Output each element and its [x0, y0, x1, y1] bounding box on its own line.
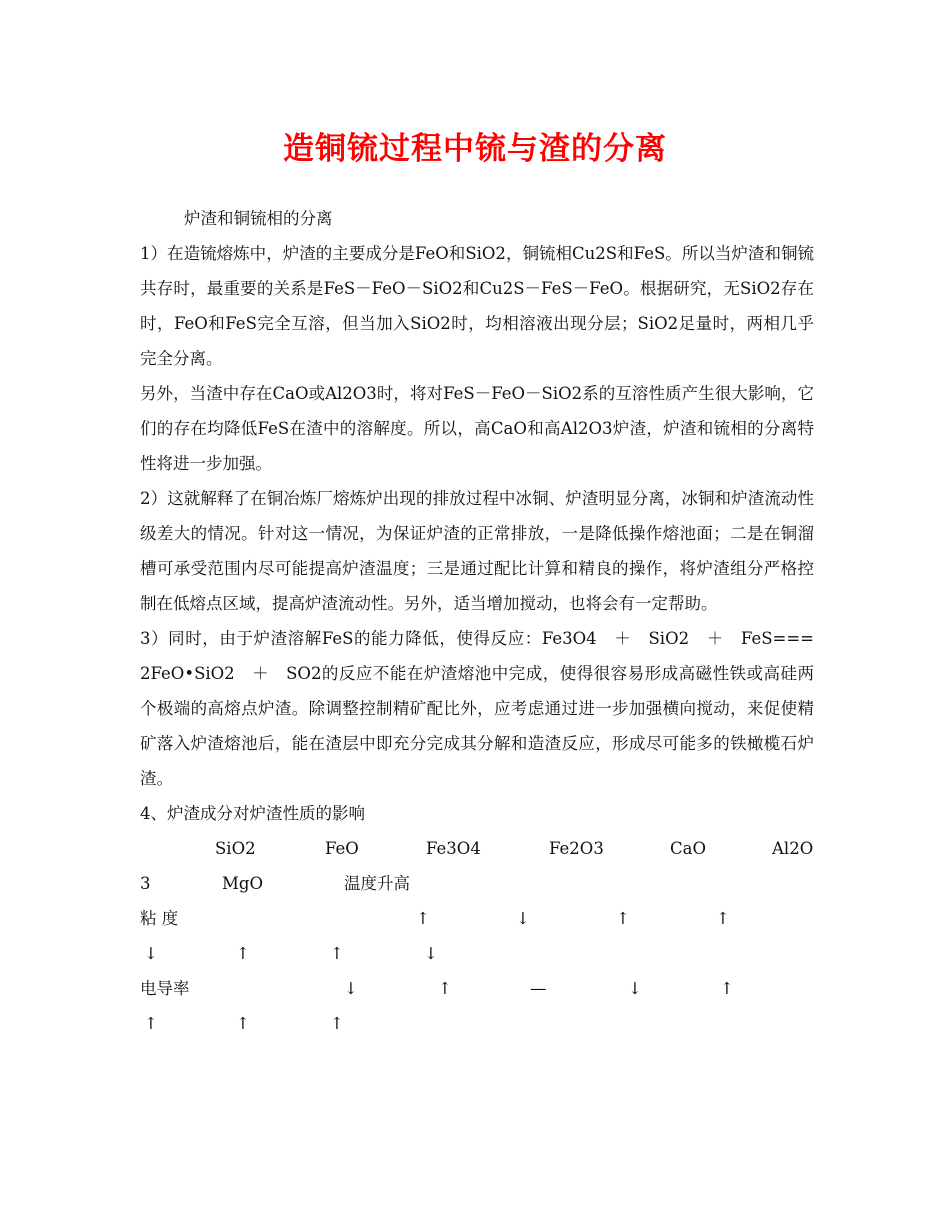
- paragraph-1: 1）在造锍熔炼中，炉渣的主要成分是FeO和SiO2，铜锍相Cu2S和FeS。所以当炉渣和铜锍共存时，最重要的关系是FeS－FeO－SiO2和Cu2S－FeS－FeO。根据研究，无SiO2存在时，FeO和FeS完全互溶，但当加入SiO2时，均相溶液出现分层；SiO2足量时，两相几乎完全分离。: [140, 244, 814, 368]
- header-cao: CaO: [670, 839, 706, 858]
- arrow-cell: ↑: [330, 944, 344, 963]
- arrow-cell: ↑: [330, 1014, 344, 1033]
- paragraph-4: 3）同时，由于炉渣溶解FeS的能力降低，使得反应：Fe3O4 ＋ SiO2 ＋ FeS=== 2FeO•SiO2 ＋ SO2的反应不能在炉渣熔池中完成，使得很容易形成高磁性铁或高硅两个极端的高熔点炉渣。除调整控制精矿配比外，应考虑通过进一步加强横向搅动，来促使精矿落入炉渣熔池后，能在渣层中即充分完成其分解和造渣反应，形成尽可能多的铁橄榄石炉渣。: [140, 629, 814, 788]
- header-al2o3-suffix: 3: [140, 874, 151, 893]
- document-title: 造铜锍过程中锍与渣的分离: [283, 131, 667, 167]
- row-label-viscosity: 粘 度: [140, 909, 179, 928]
- header-mgo: MgO: [222, 874, 263, 893]
- arrow-cell: ↑: [236, 1014, 250, 1033]
- arrow-cell: ↓: [424, 944, 438, 963]
- arrow-cell: ↓: [628, 979, 642, 998]
- table-row-conductivity-wrap: [140, 1006, 814, 1041]
- arrow-cell: ↑: [616, 909, 630, 928]
- arrow-cell: ↑: [716, 909, 730, 928]
- paragraph-5: 4、炉渣成分对炉渣性质的影响: [140, 804, 365, 823]
- table-row-viscosity: [140, 901, 814, 936]
- section-heading: 炉渣和铜锍相的分离: [184, 209, 333, 228]
- arrow-cell: ↓: [516, 909, 530, 928]
- table-header-row-wrap: [140, 866, 814, 901]
- arrow-cell: ↑: [144, 1014, 158, 1033]
- header-fe3o4: Fe3O4: [426, 839, 481, 858]
- table-header-row: [140, 831, 814, 866]
- header-feo: FeO: [325, 839, 359, 858]
- header-sio2: SiO2: [215, 839, 256, 858]
- arrow-cell: ↑: [416, 909, 430, 928]
- row-label-conductivity: 电导率: [140, 979, 190, 998]
- header-fe2o3: Fe2O3: [549, 839, 604, 858]
- arrow-cell: ↑: [720, 979, 734, 998]
- arrow-cell: ↑: [438, 979, 452, 998]
- table-row-viscosity-wrap: [140, 936, 814, 971]
- arrow-cell: ↓: [344, 979, 358, 998]
- document-body: [140, 201, 814, 1041]
- arrow-cell: ↓: [144, 944, 158, 963]
- arrow-cell: ↑: [236, 944, 250, 963]
- header-temperature: 温度升高: [344, 874, 410, 893]
- dash-cell: —: [530, 979, 547, 998]
- paragraph-2: 另外，当渣中存在CaO或Al2O3时，将对FeS－FeO－SiO2系的互溶性质产生很大影响，它们的存在均降低FeS在渣中的溶解度。所以，高CaO和高Al2O3炉渣，炉渣和锍相的分离特性将进一步加强。: [140, 384, 814, 473]
- table-row-conductivity: [140, 971, 814, 1006]
- header-al2o: Al2O: [772, 839, 814, 858]
- paragraph-3: 2）这就解释了在铜冶炼厂熔炼炉出现的排放过程中冰铜、炉渣明显分离，冰铜和炉渣流动性级差大的情况。针对这一情况，为保证炉渣的正常排放，一是降低操作熔池面；二是在铜溜槽可承受范围内尽可能提高炉渣温度；三是通过配比计算和精良的操作，将炉渣组分严格控制在低熔点区域，提高炉渣流动性。另外，适当增加搅动，也将会有一定帮助。: [140, 489, 814, 613]
